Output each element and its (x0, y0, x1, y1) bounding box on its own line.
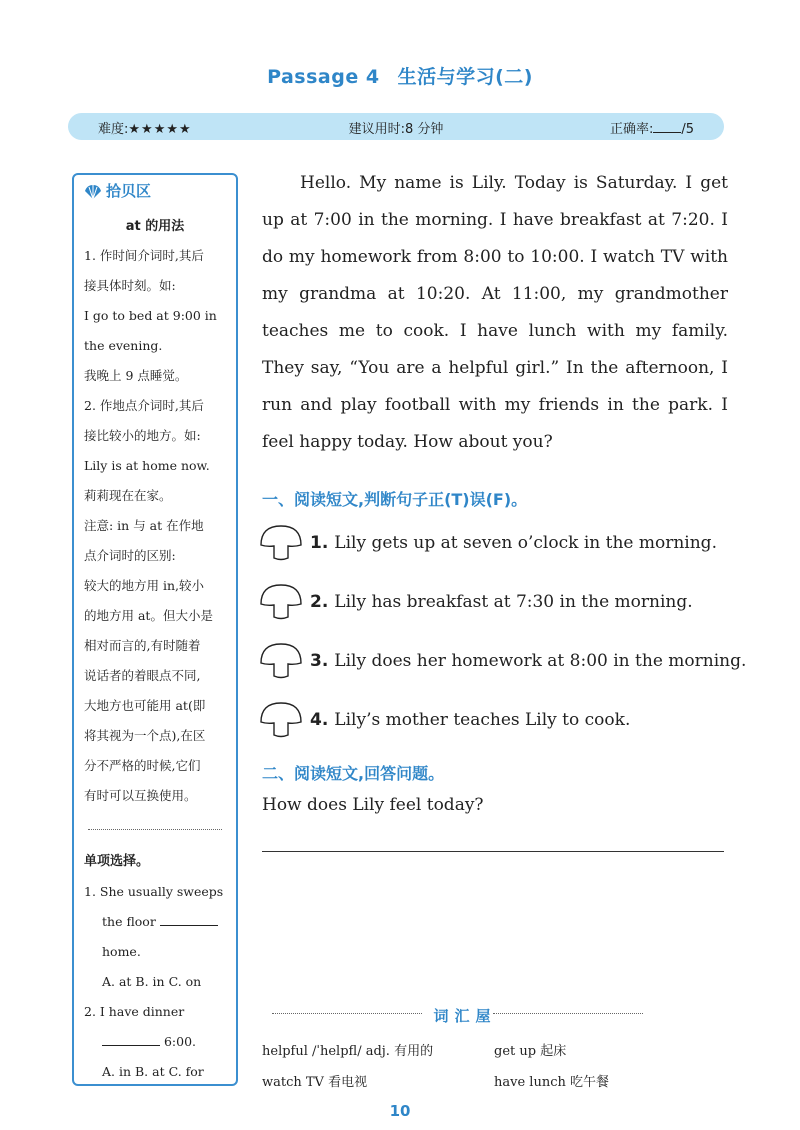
accuracy (610, 118, 694, 137)
tf-item (258, 523, 717, 563)
section1-heading: 一、阅读短文,判断句子正(T)误(F)。 (262, 490, 528, 509)
page-title (0, 62, 800, 89)
grammar-notes (84, 241, 232, 811)
section2-heading: 二、阅读短文,回答问题。 (262, 764, 445, 783)
page-number: 10 (389, 1102, 411, 1120)
vocab-title: 词汇屋 (433, 1007, 497, 1025)
note-line: 莉莉现在在家。 (84, 488, 172, 503)
answer-line[interactable] (262, 851, 724, 852)
exercise-title: 单项选择。 (84, 854, 150, 869)
q2-line1: 2. I have dinner (84, 1004, 185, 1019)
mushroom-answer-icon[interactable] (258, 700, 304, 740)
q1-line2 (84, 907, 232, 937)
dotted-divider (88, 829, 222, 830)
title-passage: Passage 4 (267, 66, 380, 88)
q1-text: the floor (102, 914, 156, 929)
tf-item (258, 700, 630, 740)
note-line: 有时可以互换使用。 (84, 788, 197, 803)
q2-text: 6:00. (163, 1034, 197, 1049)
q2-line2 (84, 1027, 232, 1057)
reading-passage (262, 165, 728, 461)
tf-item (258, 641, 746, 681)
suggested-time: 建议用时:8 分钟 (348, 122, 444, 137)
note-line: 接比较小的地方。如: (84, 428, 201, 443)
note-line: 1. 作时间介词时,其后 (84, 248, 204, 263)
vocab-have-lunch: have lunch 吃午餐 (494, 1075, 609, 1090)
vocab-divider-right (493, 1013, 643, 1014)
vocab-helpful: helpful /ˈhelpfl/ adj. 有用的 (262, 1044, 434, 1059)
item-text: Lily has breakfast at 7:30 in the morning. (334, 592, 693, 612)
note-line: Lily is at home now. (84, 458, 210, 473)
note-line: 分不严格的时候,它们 (84, 758, 201, 773)
mushroom-answer-icon[interactable] (258, 641, 304, 681)
item-text: Lily’s mother teaches Lily to cook. (334, 710, 631, 730)
note-line: 的地方用 at。但大小是 (84, 608, 213, 623)
note-line: I go to bed at 9:00 in (84, 308, 217, 323)
vocab-get-up: get up 起床 (494, 1044, 567, 1059)
note-line: 点介词时的区别: (84, 548, 176, 563)
q1-line3: home. (102, 944, 141, 959)
difficulty-label: 难度: (98, 122, 129, 137)
note-line: 较大的地方用 in,较小 (84, 578, 204, 593)
section2-question: How does Lily feel today? (262, 795, 484, 815)
sidebar-box (72, 173, 238, 1086)
shell-icon (84, 184, 102, 200)
sidebar-heading (84, 179, 151, 203)
q2-blank[interactable] (102, 1033, 160, 1046)
note-line: 我晚上 9 点睡觉。 (84, 368, 188, 383)
mushroom-answer-icon[interactable] (258, 523, 304, 563)
note-line: 说话者的着眼点不同, (84, 668, 201, 683)
note-line: 将其视为一个点),在区 (84, 728, 206, 743)
exercise-block (84, 847, 232, 1087)
q1-blank[interactable] (160, 913, 218, 926)
accuracy-blank[interactable] (653, 120, 681, 133)
star-rating: ★★★★★ (128, 122, 192, 137)
sidebar-subheading: at 的用法 (125, 219, 185, 234)
passage-text: Hello. My name is Lily. Today is Saturday. I get up at 7:00 in the morning. I have breakfast at 7:20. I do my homework from 8:00 to 10:00. I watch TV with my grandma at 10:20. At 11:00, my grandmother teaches me to cook. I have lunch with my family. They say, “You are a helpful girl.” In the afternoon, I run and play football with my friends in the park. I feel happy today. How about you? (262, 173, 728, 452)
mushroom-answer-icon[interactable] (258, 582, 304, 622)
note-line: 相对而言的,有时随着 (84, 638, 201, 653)
note-line: 大地方也可能用 at(即 (84, 698, 206, 713)
item-number: 3. (310, 651, 329, 671)
item-text: Lily does her homework at 8:00 in the morning. (334, 651, 747, 671)
note-line: the evening. (84, 338, 163, 353)
q1-options: A. at B. in C. on (102, 974, 202, 989)
info-bar (68, 113, 724, 140)
title-topic: 生活与学习(二) (397, 66, 533, 88)
note-line: 接具体时刻。如: (84, 278, 176, 293)
item-text: Lily gets up at seven o’clock in the morning. (334, 533, 717, 553)
item-number: 1. (310, 533, 329, 553)
accuracy-label: 正确率: (609, 122, 654, 137)
vocab-watch-tv: watch TV 看电视 (262, 1075, 368, 1090)
q2-options: A. in B. at C. for (102, 1064, 204, 1079)
accuracy-total: /5 (681, 122, 694, 137)
sidebar-heading-text: 拾贝区 (106, 182, 152, 200)
item-number: 2. (310, 592, 329, 612)
q1-line1: 1. She usually sweeps (84, 884, 224, 899)
tf-item (258, 582, 693, 622)
item-number: 4. (310, 710, 329, 730)
note-line: 注意: in 与 at 在作地 (84, 518, 204, 533)
note-line: 2. 作地点介词时,其后 (84, 398, 204, 413)
